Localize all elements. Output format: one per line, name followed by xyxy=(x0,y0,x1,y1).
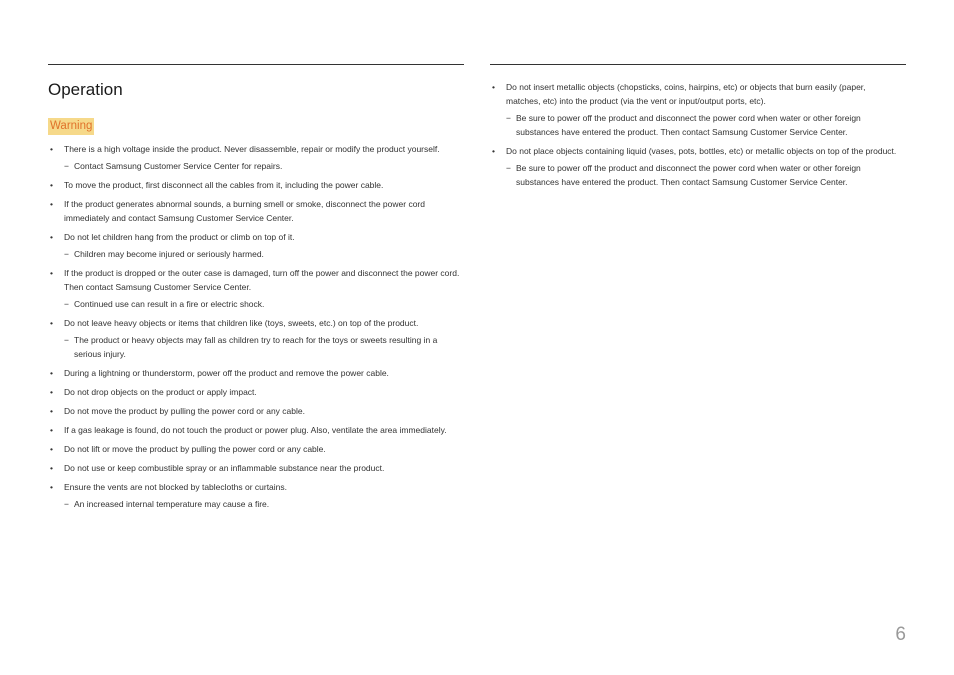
bullet-icon: • xyxy=(50,232,53,242)
list-item xyxy=(48,480,466,511)
warning-badge: Warning xyxy=(48,118,94,135)
list-item-text: There is a high voltage inside the product. Never disassemble, repair or modify the product yourself. xyxy=(64,144,440,154)
list-item xyxy=(48,266,466,311)
dash-icon: − xyxy=(64,249,69,259)
left-column xyxy=(48,80,466,516)
list-item xyxy=(48,423,466,437)
list-item xyxy=(48,142,466,173)
bullet-icon: • xyxy=(50,318,53,328)
dash-icon: − xyxy=(64,299,69,309)
bullet-icon: • xyxy=(50,406,53,416)
dash-icon: − xyxy=(506,113,511,123)
list-item-text: To move the product, first disconnect all the cables from it, including the power cable. xyxy=(64,180,384,190)
bullet-icon: • xyxy=(50,144,53,154)
sub-note xyxy=(48,159,466,173)
sub-note xyxy=(490,111,900,139)
list-item xyxy=(490,144,900,189)
list-item-text: Do not drop objects on the product or apply impact. xyxy=(64,387,257,397)
left-column-top-rule xyxy=(48,64,464,65)
sub-note xyxy=(48,497,466,511)
right-column-top-rule xyxy=(490,64,906,65)
bullet-icon: • xyxy=(50,425,53,435)
list-item-text: Do not insert metallic objects (chopsticks, coins, hairpins, etc) or objects that burn easily (paper, matches, etc) into the product (via the vent or input/output ports, etc). xyxy=(506,82,866,106)
list-item-text: If a gas leakage is found, do not touch the product or power plug. Also, ventilate the area immediately. xyxy=(64,425,447,435)
bullet-icon: • xyxy=(50,180,53,190)
sub-note-text: Continued use can result in a fire or electric shock. xyxy=(74,299,265,309)
list-item-text: Ensure the vents are not blocked by tablecloths or curtains. xyxy=(64,482,288,492)
list-item-text: Do not leave heavy objects or items that children like (toys, sweets, etc.) on top of the product. xyxy=(64,318,419,328)
bullet-icon: • xyxy=(50,368,53,378)
list-item-text: If the product generates abnormal sounds, a burning smell or smoke, disconnect the power cord immediately and contact Samsung Customer Service Center. xyxy=(64,199,425,223)
list-item xyxy=(48,385,466,399)
list-item xyxy=(48,230,466,261)
sub-note-text: Be sure to power off the product and disconnect the power cord when water or other foreign substances have entered the product. Then contact Samsung Customer Service Center. xyxy=(516,113,861,137)
bullet-icon: • xyxy=(50,268,53,278)
list-item xyxy=(48,442,466,456)
list-item-text: Do not move the product by pulling the power cord or any cable. xyxy=(64,406,305,416)
sub-note-text: An increased internal temperature may cause a fire. xyxy=(74,499,270,509)
sub-note xyxy=(48,333,466,361)
sub-note-text: Children may become injured or seriously harmed. xyxy=(74,249,264,259)
list-item-text: Do not let children hang from the product or climb on top of it. xyxy=(64,232,295,242)
list-item xyxy=(48,197,466,225)
sub-note-text: Be sure to power off the product and disconnect the power cord when water or other foreign substances have entered the product. Then contact Samsung Customer Service Center. xyxy=(516,163,861,187)
sub-note-text: Contact Samsung Customer Service Center for repairs. xyxy=(74,161,283,171)
list-item-text: Do not use or keep combustible spray or an inflammable substance near the product. xyxy=(64,463,385,473)
list-item-text: Do not lift or move the product by pulling the power cord or any cable. xyxy=(64,444,326,454)
list-item-text: Do not place objects containing liquid (vases, pots, bottles, etc) or metallic objects on top of the product. xyxy=(506,146,897,156)
dash-icon: − xyxy=(64,499,69,509)
dash-icon: − xyxy=(64,161,69,171)
bullet-icon: • xyxy=(50,199,53,209)
bullet-icon: • xyxy=(50,482,53,492)
list-item-text: During a lightning or thunderstorm, power off the product and remove the power cable. xyxy=(64,368,389,378)
bullet-icon: • xyxy=(50,387,53,397)
warning-list-left xyxy=(48,142,466,511)
sub-note xyxy=(48,247,466,261)
list-item xyxy=(48,404,466,418)
warning-list-right xyxy=(490,80,900,189)
list-item-text: If the product is dropped or the outer case is damaged, turn off the power and disconnect the power cord. Then contact Samsung Customer Service Center. xyxy=(64,268,460,292)
sub-note xyxy=(490,161,900,189)
list-item xyxy=(48,461,466,475)
page-number: 6 xyxy=(895,624,906,645)
list-item xyxy=(490,80,900,139)
sub-note xyxy=(48,297,466,311)
list-item xyxy=(48,178,466,192)
bullet-icon: • xyxy=(492,146,495,156)
bullet-icon: • xyxy=(50,444,53,454)
page-title: Operation xyxy=(48,80,123,99)
right-column xyxy=(490,80,900,194)
bullet-icon: • xyxy=(50,463,53,473)
dash-icon: − xyxy=(506,163,511,173)
dash-icon: − xyxy=(64,335,69,345)
list-item xyxy=(48,316,466,361)
bullet-icon: • xyxy=(492,82,495,92)
list-item xyxy=(48,366,466,380)
sub-note-text: The product or heavy objects may fall as children try to reach for the toys or sweets resulting in a serious injury. xyxy=(74,335,438,359)
